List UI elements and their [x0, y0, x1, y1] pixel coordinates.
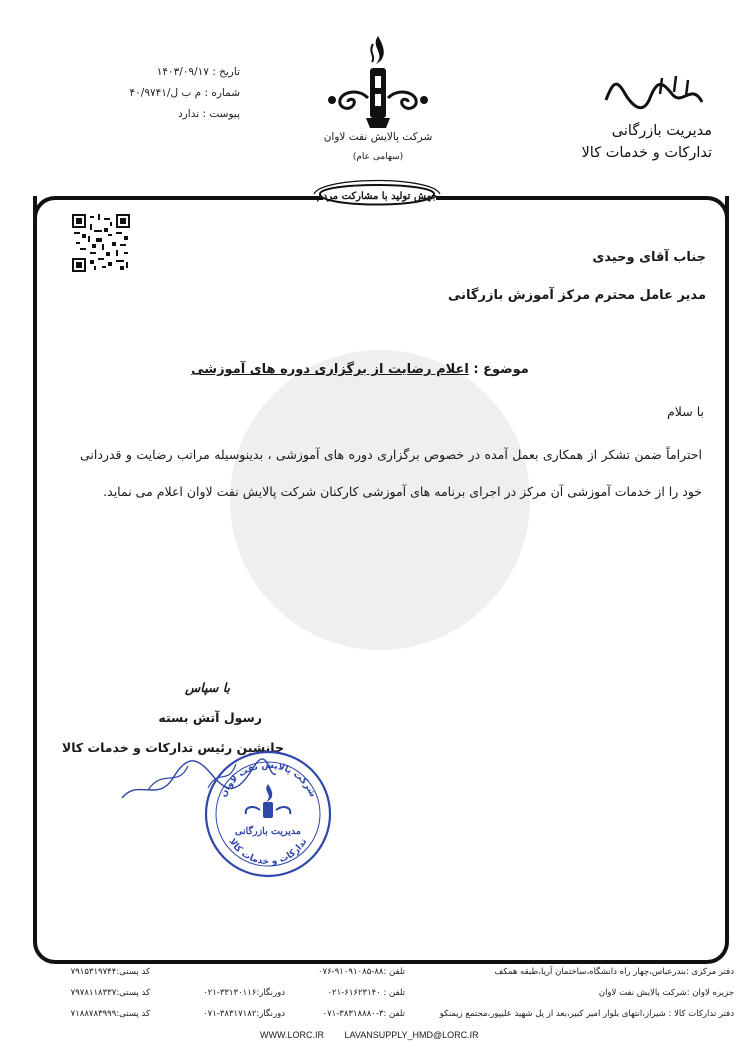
signer-name: رسول آتش بسته: [158, 710, 262, 725]
letter-meta: [120, 62, 240, 125]
department-line-2: تدارکات و خدمات کالا: [581, 145, 712, 161]
company-name: شرکت پالایش نفت لاوان: [323, 131, 433, 143]
email-link[interactable]: LAVANSUPPLY_HMD@LORC.IR: [344, 1030, 479, 1040]
stamp-middle-text: مدیریت بازرگانی: [235, 826, 301, 837]
subject-label: موضوع :: [468, 362, 529, 377]
letter-number: شماره : م ب ل/۴۰/۹۷۴۱: [129, 87, 240, 99]
footer-fax-3: دورنگار:۳۸۳۱۷۱۸۲-۰۷۱: [203, 1009, 285, 1019]
letter-subject: [150, 362, 570, 377]
qr-code: [72, 214, 130, 272]
slogan-text: جهش تولید با مشارکت مردم: [316, 191, 438, 202]
footer-fax-2: دورنگار:۳۳۱۳۰۱۱۶-۰۲۱: [203, 988, 285, 998]
svg-text:تدارکات و خدمات کالا: [227, 837, 310, 867]
footer-address-2: جزیره لاوان :شرکت پالایش نفت لاوان: [598, 988, 734, 998]
recipient-name: جناب آقای وحیدی: [592, 250, 706, 265]
footer-web: [260, 1030, 560, 1040]
letter-body: احتراماً ضمن تشکر از همکاری بعمل آمده در خصوص برگزاری دوره های آموزشی ، بدینوسیله مراتب رضایت و قدردانی خود را از خدمات آموزشی آن مرکز در اجرای برنامه های آموزشی کارکنان شرکت پالایش نفت لاوان اعلام می نماید.: [80, 447, 702, 499]
frame-top-right: [436, 196, 729, 224]
footer-address-3: دفتر تدارکات کالا : شیراز،انتهای بلوار امیر کبیر،بعد از پل شهید علیپور،مجتمع زیمنکو: [439, 1009, 734, 1019]
letter-date: تاریخ : ۱۴۰۳/۰۹/۱۷: [156, 66, 240, 78]
website-link[interactable]: WWW.LORC.IR: [260, 1030, 324, 1040]
footer-tel-1: تلفن :۸۸-۹۱۰۹۱۰۸۵-۰۷۶: [317, 967, 405, 977]
letter-frame: [33, 196, 729, 964]
footer-address-1: دفتر مرکزی :بندرعباس،چهار راه دانشگاه،ساختمان آریا،طبقه همکف: [494, 967, 734, 977]
closing: با سپاس: [185, 680, 230, 695]
footer-postcode-3: کد پستی:۷۱۸۸۷۸۳۹۹۹: [70, 1009, 150, 1019]
company-type: (سهامی عام): [352, 152, 404, 162]
stamp-ring-text: شرکت پالایش نفت لاوان: [218, 760, 318, 799]
company-logo: [318, 28, 438, 148]
subject-text: اعلام رضایت از برگزاری دوره های آموزشی: [191, 362, 469, 377]
letter-attachment: پیوست : ندارد: [178, 108, 240, 120]
footer-postcode-1: کد پستی:۷۹۱۵۳۱۹۷۴۴: [70, 967, 150, 977]
footer-tel-3: تلفن :۳-۳۸۳۱۸۸۸۰-۰۷۱: [322, 1009, 405, 1019]
stamp-bottom-text: تدارکات و خدمات کالا: [226, 837, 310, 868]
department-heading: [582, 120, 712, 164]
official-stamp: [202, 748, 334, 880]
slogan-emblem: [312, 172, 442, 222]
signer-title: جانشین رئیس تدارکات و خدمات کالا: [61, 740, 284, 755]
besmellah-calligraphy: [602, 72, 712, 112]
recipient-position: مدیر عامل محترم مرکز آموزش بازرگانی: [448, 288, 706, 303]
footer-tel-2: تلفن : ۶۱۶۲۳۱۴۰-۰۲۱: [327, 988, 405, 998]
greeting: با سلام: [667, 404, 704, 419]
department-line-1: مدیریت بازرگانی: [611, 123, 712, 139]
footer-postcode-2: کد پستی:۷۹۷۸۱۱۸۳۳۷: [70, 988, 150, 998]
